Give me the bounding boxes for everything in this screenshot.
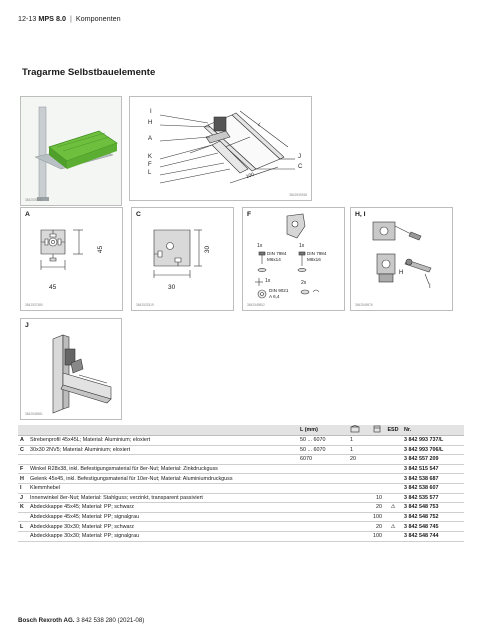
item-description: Strebenprofil 45x45L; Material: Aluminium; eloxiert bbox=[28, 436, 298, 446]
page-title: Tragarme Selbstbauelemente bbox=[22, 67, 156, 78]
spec-screw-1-din: DIN 7984 bbox=[267, 251, 287, 256]
figure-code: 3842537380 bbox=[25, 303, 43, 307]
callout-label-i: I bbox=[150, 109, 152, 115]
item-length bbox=[298, 493, 348, 503]
qty-screw-2: 1x bbox=[299, 243, 305, 249]
drawing-joint-h-i bbox=[350, 207, 453, 311]
item-description bbox=[28, 455, 298, 465]
item-number: 3 842 993 737/L bbox=[402, 436, 464, 446]
dimension-height: 45 bbox=[97, 245, 105, 254]
dimension-width: 45 bbox=[49, 284, 57, 291]
product-name: MPS 8.0 bbox=[38, 14, 66, 23]
item-number: 3 842 548 744 bbox=[402, 531, 464, 541]
item-esd bbox=[384, 436, 402, 446]
table-row bbox=[18, 483, 464, 493]
item-quantity bbox=[348, 464, 362, 474]
drawing-profile-45x45 bbox=[20, 207, 123, 311]
item-esd bbox=[384, 474, 402, 484]
item-quantity bbox=[348, 493, 362, 503]
callout-label-i: I bbox=[429, 284, 431, 290]
item-length bbox=[298, 531, 348, 541]
table-row bbox=[18, 531, 464, 541]
item-letter: A bbox=[18, 436, 28, 446]
item-description: Klemmhebel bbox=[28, 483, 298, 493]
table-row bbox=[18, 493, 464, 503]
table-row bbox=[18, 436, 464, 446]
dimension-length: L bbox=[256, 121, 263, 129]
item-description: 30x30 2NV5; Material: Aluminium; eloxiert bbox=[28, 445, 298, 455]
item-pack-size: 20 bbox=[362, 503, 384, 513]
drawing-profile-30x30 bbox=[131, 207, 234, 311]
figure-code: 3842545581 bbox=[25, 412, 43, 416]
item-quantity bbox=[348, 483, 362, 493]
item-quantity bbox=[348, 474, 362, 484]
item-esd bbox=[384, 531, 402, 541]
column-esd: ESD bbox=[384, 425, 402, 436]
item-pack-size bbox=[362, 474, 384, 484]
table-row bbox=[18, 464, 464, 474]
item-pack-size: 100 bbox=[362, 512, 384, 522]
figure-letter: A bbox=[25, 211, 30, 218]
callout-label-c: C bbox=[298, 164, 303, 170]
column-number: Nr. bbox=[402, 425, 464, 436]
item-description: Winkel R28x38, inkl. Befestigungsmaterial für 8er-Nut; Material: Zinkdruckguss bbox=[28, 464, 298, 474]
item-pack-size bbox=[362, 464, 384, 474]
company-name: Bosch Rexroth AG bbox=[18, 617, 73, 624]
figure-letter: H, I bbox=[355, 211, 366, 218]
item-number: 3 842 548 752 bbox=[402, 512, 464, 522]
section-name: Komponenten bbox=[75, 14, 121, 23]
callout-label-h: H bbox=[148, 120, 153, 126]
callout-label-a: A bbox=[148, 136, 153, 142]
item-letter: F bbox=[18, 464, 28, 474]
item-pack-size: 100 bbox=[362, 531, 384, 541]
item-letter bbox=[18, 512, 28, 522]
spec-screw-1-size: M6x14 bbox=[267, 257, 281, 262]
page-header bbox=[18, 14, 121, 23]
item-letter: C bbox=[18, 445, 28, 455]
item-length bbox=[298, 483, 348, 493]
item-description: Innenwinkel 8er-Nut; Material: Stahlguss; verzinkt, transparent passiviert bbox=[28, 493, 298, 503]
item-esd bbox=[384, 464, 402, 474]
item-description: Abdeckkappe 30x30; Material: PP; signalgrau bbox=[28, 531, 298, 541]
drawing-overview bbox=[129, 96, 312, 201]
item-pack-size: 10 bbox=[362, 493, 384, 503]
table-header bbox=[18, 425, 464, 436]
item-number: 3 842 535 577 bbox=[402, 493, 464, 503]
photo-tray-arm bbox=[20, 96, 122, 206]
package-icon bbox=[372, 425, 382, 433]
item-length: 6070 bbox=[298, 455, 348, 465]
item-letter bbox=[18, 531, 28, 541]
item-number: 3 842 993 706/L bbox=[402, 445, 464, 455]
document-number: 3 842 538 280 (2021-08) bbox=[76, 617, 145, 624]
table-row bbox=[18, 455, 464, 465]
item-letter: I bbox=[18, 483, 28, 493]
table-row bbox=[18, 474, 464, 484]
header-separator: | bbox=[69, 14, 72, 23]
item-esd bbox=[384, 455, 402, 465]
item-pack-size: 20 bbox=[362, 522, 384, 532]
dimension-width: 30 bbox=[168, 284, 176, 291]
item-esd bbox=[384, 445, 402, 455]
item-pack-size bbox=[362, 436, 384, 446]
figure-code: 3842523319 bbox=[136, 303, 154, 307]
dimension-height: 30 bbox=[204, 245, 212, 254]
item-quantity bbox=[348, 531, 362, 541]
item-esd bbox=[384, 512, 402, 522]
parts-table bbox=[18, 425, 464, 542]
item-esd bbox=[384, 483, 402, 493]
figure-code: 3842549852 bbox=[247, 303, 265, 307]
item-number: 3 842 557 209 bbox=[402, 455, 464, 465]
item-description: Gelenk 45x45, inkl. Befestigungsmaterial für 10er-Nut; Material: Aluminiumdruckguss bbox=[28, 474, 298, 484]
column-qty-icon bbox=[348, 425, 362, 436]
spec-washer-size: A 6,4 bbox=[269, 294, 280, 299]
item-length: 50 ... 6070 bbox=[298, 445, 348, 455]
item-letter: H bbox=[18, 474, 28, 484]
qty-washer: 1x bbox=[265, 278, 271, 284]
item-pack-size bbox=[362, 483, 384, 493]
figure-code: 3842539358 bbox=[289, 193, 307, 197]
item-quantity bbox=[348, 522, 362, 532]
table-row bbox=[18, 445, 464, 455]
table-row bbox=[18, 522, 464, 532]
spec-screw-2-din: DIN 7984 bbox=[307, 251, 327, 256]
item-length: 50 ... 6070 bbox=[298, 436, 348, 446]
callout-label-h: H bbox=[399, 270, 404, 276]
callout-label-l: L bbox=[148, 170, 152, 176]
callout-label-j: J bbox=[298, 154, 301, 160]
item-quantity: 1 bbox=[348, 436, 362, 446]
item-quantity: 20 bbox=[348, 455, 362, 465]
item-letter: J bbox=[18, 493, 28, 503]
callout-label-k: K bbox=[148, 154, 153, 160]
item-pack-size bbox=[362, 455, 384, 465]
item-quantity bbox=[348, 503, 362, 513]
item-length bbox=[298, 522, 348, 532]
qty-screw-1: 1x bbox=[257, 243, 263, 249]
figure-letter: C bbox=[136, 211, 141, 218]
figure-code: 3842549576 bbox=[355, 303, 373, 307]
dimension-100: 100 bbox=[245, 171, 256, 181]
item-number: 3 842 515 547 bbox=[402, 464, 464, 474]
item-description: Abdeckkappe 45x45; Material: PP; signalgrau bbox=[28, 512, 298, 522]
item-length bbox=[298, 464, 348, 474]
figure-code: 3842539057 bbox=[25, 198, 43, 202]
box-icon bbox=[350, 425, 360, 433]
item-esd bbox=[384, 493, 402, 503]
table-row bbox=[18, 512, 464, 522]
item-length bbox=[298, 512, 348, 522]
column-length: L (mm) bbox=[298, 425, 348, 436]
item-number: 3 842 538 687 bbox=[402, 474, 464, 484]
item-esd: ⚠ bbox=[384, 522, 402, 532]
item-esd: ⚠ bbox=[384, 503, 402, 513]
callout-label-f: F bbox=[148, 162, 152, 168]
item-description: Abdeckkappe 30x30; Material: PP; schwarz bbox=[28, 522, 298, 532]
item-pack-size bbox=[362, 445, 384, 455]
table-row bbox=[18, 503, 464, 513]
column-pack-icon bbox=[362, 425, 384, 436]
item-number: 3 842 538 607 bbox=[402, 483, 464, 493]
drawing-bracket-f bbox=[242, 207, 345, 311]
page-footer: Bosch Rexroth AG. 3 842 538 280 (2021-08) bbox=[18, 617, 145, 624]
figure-letter: F bbox=[247, 211, 252, 218]
figure-letter: J bbox=[25, 322, 29, 329]
drawing-inner-angle-j bbox=[20, 318, 122, 420]
item-length bbox=[298, 503, 348, 513]
item-letter: K bbox=[18, 503, 28, 513]
item-number: 3 842 548 753 bbox=[402, 503, 464, 513]
spec-washer-din: DIN 9021 bbox=[269, 288, 289, 293]
qty-nut: 2x bbox=[301, 280, 307, 286]
spec-screw-2-size: M8x16 bbox=[307, 257, 321, 262]
item-letter: L bbox=[18, 522, 28, 532]
page-number: 12-13 bbox=[18, 14, 37, 23]
item-length bbox=[298, 474, 348, 484]
item-number: 3 842 548 745 bbox=[402, 522, 464, 532]
item-letter bbox=[18, 455, 28, 465]
item-quantity: 1 bbox=[348, 445, 362, 455]
item-description: Abdeckkappe 45x45; Material: PP; schwarz bbox=[28, 503, 298, 513]
item-quantity bbox=[348, 512, 362, 522]
